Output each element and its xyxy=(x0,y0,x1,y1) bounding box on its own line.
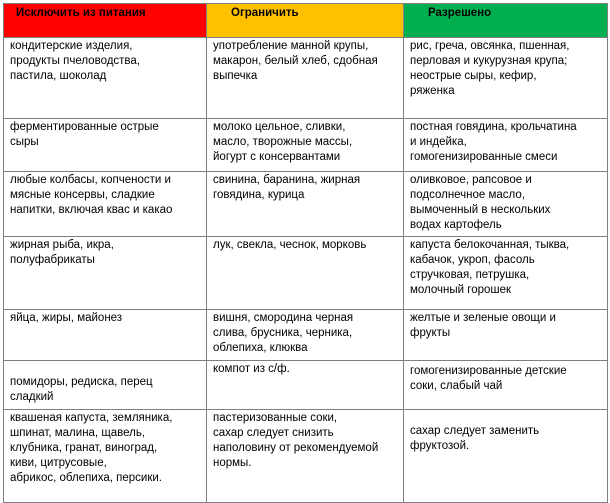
cell-limit: употребление манной крупы, макарон, белый хлеб, сдобная выпечка xyxy=(207,38,404,119)
cell-allowed: капуста белокочанная, тыква, кабачок, укроп, фасоль стручковая, петрушка, молочный горошек xyxy=(404,237,608,310)
header-limit: Ограничить xyxy=(207,4,404,38)
cell-limit: пастеризованные соки, сахар следует снизить наполовину от рекомендуемой нормы. xyxy=(207,410,404,503)
cell-limit: лук, свекла, чеснок, морковь xyxy=(207,237,404,310)
cell-allowed: гомогенизированные детские соки, слабый чай xyxy=(404,361,608,410)
table-row xyxy=(4,237,608,310)
cell-allowed: оливковое, рапсовое и подсолнечное масло, вымоченный в нескольких водах картофель xyxy=(404,172,608,237)
table-row xyxy=(4,410,608,503)
cell-limit: молоко цельное, сливки, масло, творожные массы, йогурт с консервантами xyxy=(207,119,404,172)
cell-allowed: сахар следует заменить фруктозой. xyxy=(404,410,608,503)
cell-exclude: ферментированные острые сыры xyxy=(4,119,207,172)
table-row xyxy=(4,310,608,361)
table-row xyxy=(4,38,608,119)
cell-exclude: яйца, жиры, майонез xyxy=(4,310,207,361)
cell-allowed: рис, греча, овсянка, пшенная, перловая и кукурузная крупа; неострые сыры, кефир, ряженка xyxy=(404,38,608,119)
cell-exclude: помидоры, редиска, перец сладкий xyxy=(4,361,207,410)
cell-exclude: квашеная капуста, земляника, шпинат, малина, щавель, клубника, гранат, виноград, киви, цитрусовые, абрикос, облепиха, персики. xyxy=(4,410,207,503)
table-row xyxy=(4,361,608,410)
cell-limit: свинина, баранина, жирная говядина, курица xyxy=(207,172,404,237)
cell-exclude: жирная рыба, икра, полуфабрикаты xyxy=(4,237,207,310)
table-header-row xyxy=(4,4,608,38)
cell-allowed: желтые и зеленые овощи и фрукты xyxy=(404,310,608,361)
cell-exclude: любые колбасы, копчености и мясные консервы, сладкие напитки, включая квас и какао xyxy=(4,172,207,237)
table-row xyxy=(4,119,608,172)
diet-table xyxy=(3,3,608,503)
cell-limit: вишня, смородина черная слива, брусника, черника, облепиха, клюква xyxy=(207,310,404,361)
cell-limit: компот из с/ф. xyxy=(207,361,404,410)
table-row xyxy=(4,172,608,237)
header-allowed: Разрешено xyxy=(404,4,608,38)
cell-allowed: постная говядина, крольчатина и индейка, гомогенизированные смеси xyxy=(404,119,608,172)
cell-exclude: кондитерские изделия, продукты пчеловодства, пастила, шоколад xyxy=(4,38,207,119)
header-exclude: Исключить из питания xyxy=(4,4,207,38)
